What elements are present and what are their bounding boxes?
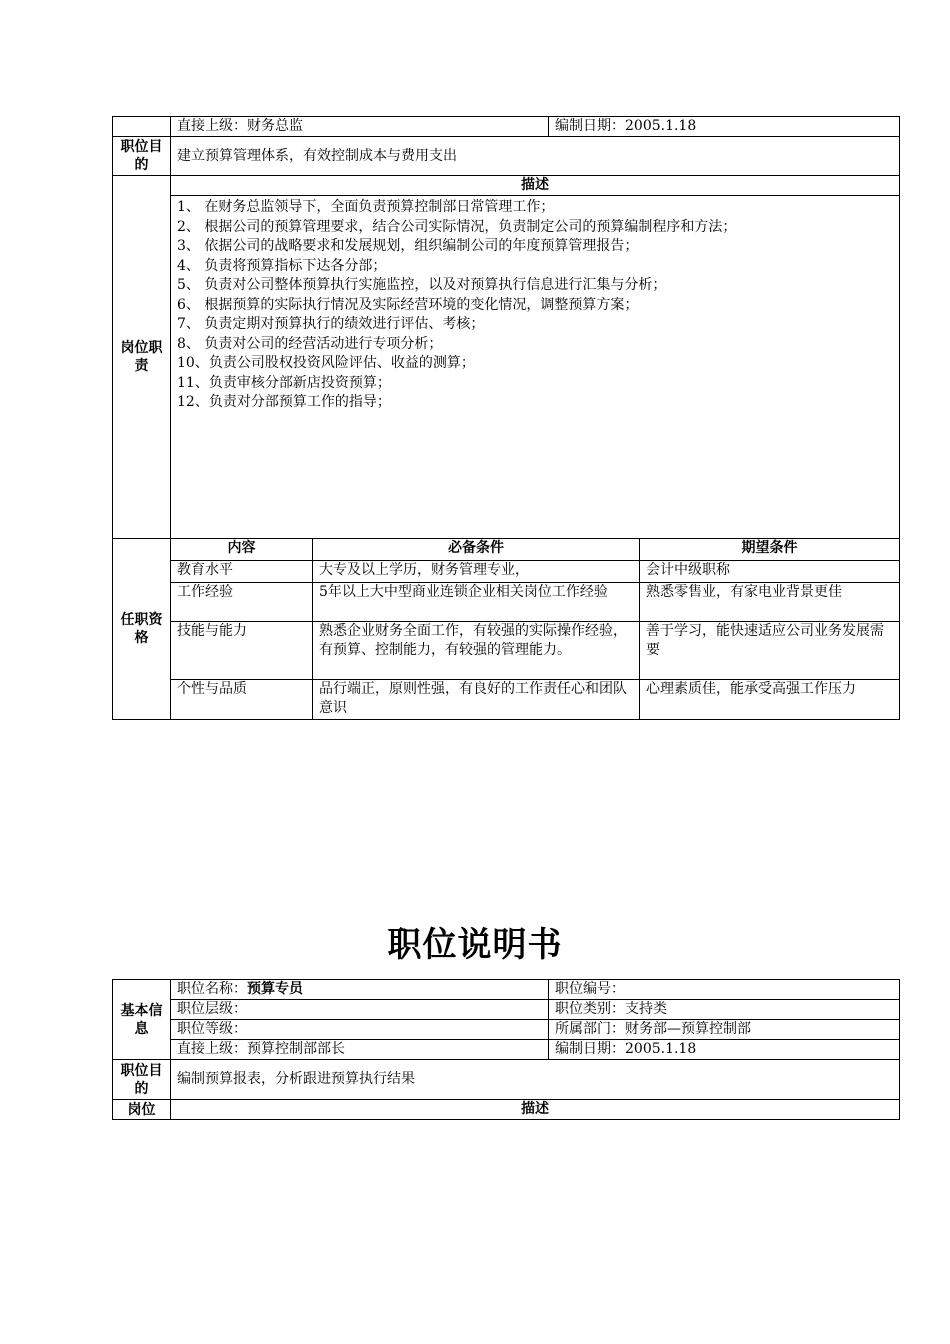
qual-desired: 会计中级职称: [640, 561, 900, 583]
position-name-cell: [171, 980, 549, 1000]
duty-item: 10、负责公司股权投资风险评估、收益的测算；: [177, 355, 475, 371]
qual-desired: 心理素质佳，能承受高强工作压力: [640, 680, 900, 720]
qualification-label: 任职资格: [113, 539, 171, 720]
basic-info-label: 基本信息: [113, 980, 171, 1060]
qual-desired: 熟悉零售业，有家电业背景更佳: [640, 583, 900, 622]
duty-label: 岗位: [113, 1100, 171, 1120]
supervisor-cell: 直接上级：预算控制部部长: [171, 1040, 549, 1060]
purpose-text: 建立预算管理体系，有效控制成本与费用支出: [171, 137, 900, 176]
purpose-label: 职位目的: [113, 137, 171, 176]
qual-required: 品行端正，原则性强，有良好的工作责任心和团队意识: [313, 680, 640, 720]
duty-item: 7、 负责定期对预算执行的绩效进行评估、考核；: [177, 316, 485, 332]
job-description-table-1: [112, 116, 900, 720]
position-category-cell: 职位类别：支持类: [549, 1000, 900, 1020]
page-title: 职位说明书: [387, 925, 563, 965]
supervisor-cell: 直接上级：财务总监: [171, 117, 549, 137]
date-cell: 编制日期：2005.1.18: [549, 117, 900, 137]
qual-header-required: 必备条件: [313, 539, 640, 561]
department-cell: 所属部门：财务部—预算控制部: [549, 1020, 900, 1040]
position-grade-cell: 职位等级：: [171, 1020, 549, 1040]
duty-item: 12、负责对分部预算工作的指导；: [177, 394, 391, 410]
qual-item: 技能与能力: [171, 622, 313, 680]
duty-item: 5、 负责对公司整体预算执行实施监控，以及对预算执行信息进行汇集与分析；: [177, 277, 667, 293]
qual-item: 教育水平: [171, 561, 313, 583]
duty-item: 3、 依据公司的战略要求和发展规划，组织编制公司的年度预算管理报告；: [177, 238, 639, 254]
duty-item: 2、 根据公司的预算管理要求，结合公司实际情况，负责制定公司的预算编制程序和方法；: [177, 218, 737, 235]
duty-item: 6、 根据预算的实际执行情况及实际经营环境的变化情况，调整预算方案；: [177, 296, 639, 313]
duty-item: 1、 在财务总监领导下，全面负责预算控制部日常管理工作；: [177, 199, 555, 215]
position-name-prefix: 职位名称：: [177, 981, 247, 997]
qual-header-desired: 期望条件: [640, 539, 900, 561]
description-header: 描述: [171, 1100, 900, 1120]
duty-item: 11、负责审核分部新店投资预算；: [177, 374, 391, 391]
qual-required: 熟悉企业财务全面工作，有较强的实际操作经验，有预算、控制能力，有较强的管理能力。: [313, 622, 640, 680]
purpose-text: 编制预算报表，分析跟进预算执行结果: [171, 1060, 900, 1100]
position-level-cell: 职位层级：: [171, 1000, 549, 1020]
qual-required: 大专及以上学历，财务管理专业，: [313, 561, 640, 583]
qual-desired: 善于学习，能快速适应公司业务发展需要: [640, 622, 900, 680]
purpose-label: 职位目的: [113, 1060, 171, 1100]
duties-list: [171, 196, 900, 539]
position-code-cell: 职位编号：: [549, 980, 900, 1000]
position-name-value: 预算专员: [247, 981, 303, 997]
date-cell: 编制日期：2005.1.18: [549, 1040, 900, 1060]
duty-item: 4、 负责将预算指标下达各分部；: [177, 257, 387, 274]
qual-item: 个性与品质: [171, 680, 313, 720]
qual-required: 5年以上大中型商业连锁企业相关岗位工作经验: [313, 583, 640, 622]
description-header: 描述: [171, 176, 900, 196]
job-description-table-2: [112, 979, 900, 1120]
qual-item: 工作经验: [171, 583, 313, 622]
duty-label: 岗位职责: [113, 176, 171, 539]
qual-header-content: 内容: [171, 539, 313, 561]
blank-cell: [113, 117, 171, 137]
duty-item: 8、 负责对公司的经营活动进行专项分析；: [177, 335, 443, 352]
